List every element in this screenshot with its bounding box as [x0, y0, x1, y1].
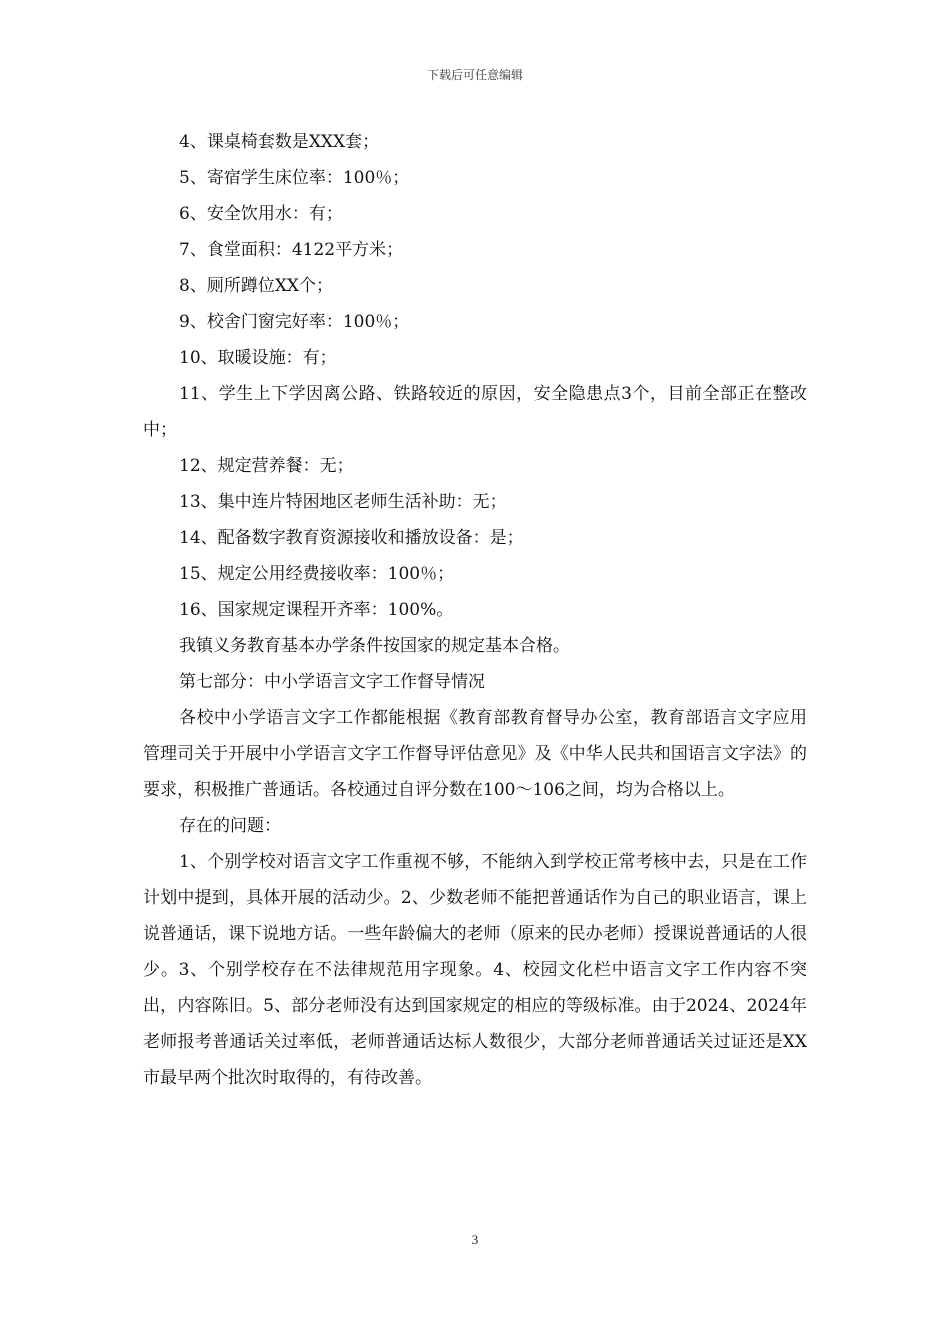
problems-title: 存在的问题：: [179, 816, 281, 836]
section-title: 第七部分：中小学语言文字工作督导情况: [179, 672, 485, 692]
page-number: 3: [471, 1232, 479, 1247]
list-item: 14、配备数字教育资源接收和播放设备：是；: [179, 528, 524, 548]
section-body-paragraph: 各校中小学语言文字工作都能根据《教育部教育督导办公室，教育部语言文字应用管理司关于开展中小学语言文字工作督导评估意见》及《中华人民共和国语言文字法》的要求，积极推广普通话。各校通过自评分数在100～106之间，均为合格以上。: [143, 708, 807, 800]
list-item: 15、规定公用经费接收率：100％；: [179, 564, 455, 584]
problems-body-paragraph: 1、个别学校对语言文字工作重视不够，不能纳入到学校正常考核中去，只是在工作计划中提到，具体开展的活动少。2、少数老师不能把普通话作为自己的职业语言，课上说普通话，课下说地方话。一些年龄偏大的老师（原来的民办老师）授课说普通话的人很少。3、个别学校存在不法律规范用字现象。4、校园文化栏中语言文字工作内容不突出，内容陈旧。5、部分老师没有达到国家规定的相应的等级标准。由于2024、2024年老师报考普通话关过率低，老师普通话达标人数很少，大部分老师普通话关过证还是XX市最早两个批次时取得的，有待改善。: [143, 852, 807, 1088]
list-item: 8、厕所蹲位XX个；: [179, 276, 334, 296]
list-item: 16、国家规定课程开齐率：100%。: [179, 600, 454, 620]
list-item: 4、课桌椅套数是XXX套；: [179, 132, 380, 152]
list-item: 11、学生上下学因离公路、铁路较近的原因，安全隐患点3个，目前全部正在整改中；: [143, 384, 807, 440]
list-item: 13、集中连片特困地区老师生活补助：无；: [179, 492, 507, 512]
list-item: 9、校舍门窗完好率：100％；: [179, 312, 410, 332]
page-header: 下载后可任意编辑: [426, 68, 523, 82]
list-item: 5、寄宿学生床位率：100％；: [179, 168, 410, 188]
list-item: 10、取暖设施：有；: [179, 348, 337, 368]
document-body: [143, 124, 807, 1096]
list-item: 7、食堂面积：4122平方米；: [179, 240, 404, 260]
list-item: 6、安全饮用水：有；: [179, 204, 343, 224]
list-item: 12、规定营养餐：无；: [179, 456, 354, 476]
conclusion-paragraph: 我镇义务教育基本办学条件按国家的规定基本合格。: [179, 636, 570, 656]
